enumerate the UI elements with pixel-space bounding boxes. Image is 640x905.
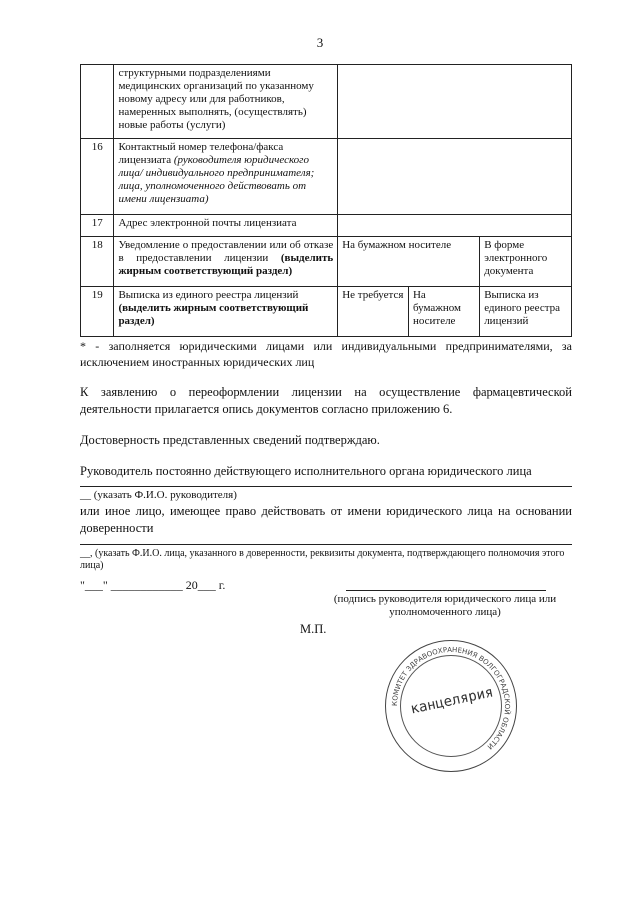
table-row [81,65,572,139]
proxy-line[interactable] [80,544,572,545]
option-extract-cell[interactable]: Выписка из единого реестра лицензий [480,287,572,337]
row-number-cell: 19 [81,287,114,337]
footnote: * - заполняется юридическими лицами или индивидуальными предпринимателями, за исключением иностранных юридических лиц [80,339,572,369]
table-row [81,139,572,215]
fio-line[interactable] [80,486,572,487]
signature-line[interactable] [346,590,546,591]
seal-place-label: М.П. [300,622,327,636]
row-description-cell [114,139,338,215]
row-number-cell: 18 [81,237,114,287]
head-paragraph: Руководитель постоянно действующего исполнительного органа юридического лица [80,464,532,478]
other-person-paragraph: или иное лицо, имеющее право действовать от имени юридического лица на основании доверенности [80,504,572,535]
row18-bold: (выделить жирным соответствующий раздел) [118,252,334,277]
row-value-cell[interactable] [338,215,572,237]
fio-hint: __ (указать Ф.И.О. руководителя) [80,489,237,501]
row-value-cell[interactable] [338,65,572,139]
row-number-cell [81,65,114,139]
row-number-cell: 17 [81,215,114,237]
stamp-ring-label: КОМИТЕТ ЗДРАВООХРАНЕНИЯ ВОЛГОГРАДСКОЙ ОБЛАСТИ [390,645,512,751]
row18-text: Уведомление о предоставлении или об отказе в предоставлении лицензии [118,239,334,264]
row-description-cell [114,65,338,139]
row-cont-text: структурными подразделениями медицинских организаций по указанному новому адресу или для работников, намеренных выполнять, (осуществлять) новые работы (услуги) [118,67,314,131]
row-description-cell [114,237,338,287]
row16-text: Контактный номер телефона/факса лицензиата [118,141,284,166]
option-paper-cell[interactable]: На бумажном носителе [338,237,480,287]
option-electronic-cell[interactable]: В форме электронного документа [480,237,572,287]
application-form-table [80,64,572,337]
stamp-center-text: канцелярия [409,684,495,718]
attachment-paragraph: К заявлению о переоформлении лицензии на осуществление фармацевтической деятельности прилагается опись документов согласно приложению 6. [80,385,572,416]
table-row [81,287,572,337]
signature-hint: (подпись руководителя юридического лица или уполномоченного лица) [333,593,557,618]
confirmation-paragraph: Достоверность представленных сведений подтверждаю. [80,433,380,447]
office-stamp [385,640,517,772]
table-row [81,215,572,237]
row-description-cell [114,287,338,337]
row19-bold: (выделить жирным соответствующий раздел) [118,302,309,327]
row-number-cell: 16 [81,139,114,215]
row-value-cell[interactable] [338,139,572,215]
option-paper-cell[interactable]: На бумажном носителе [408,287,479,337]
table-row [81,237,572,287]
date-line[interactable]: "___" ____________ 20___ г. [80,578,226,592]
row16-italic: (руководителя юридического лица/ индивидуального предпринимателя; лица, уполномоченного действовать от имени лицензиата) [118,154,315,205]
row-description-cell: Адрес электронной почты лицензиата [114,215,338,237]
proxy-hint: __, (указать Ф.И.О. лица, указанного в доверенности, реквизиты документа, подтверждающего полномочия этого лица) [80,548,565,571]
option-not-required-cell[interactable]: Не требуется [338,287,409,337]
page-number: 3 [316,35,324,50]
row19-text: Выписка из единого реестра лицензий [118,289,299,301]
